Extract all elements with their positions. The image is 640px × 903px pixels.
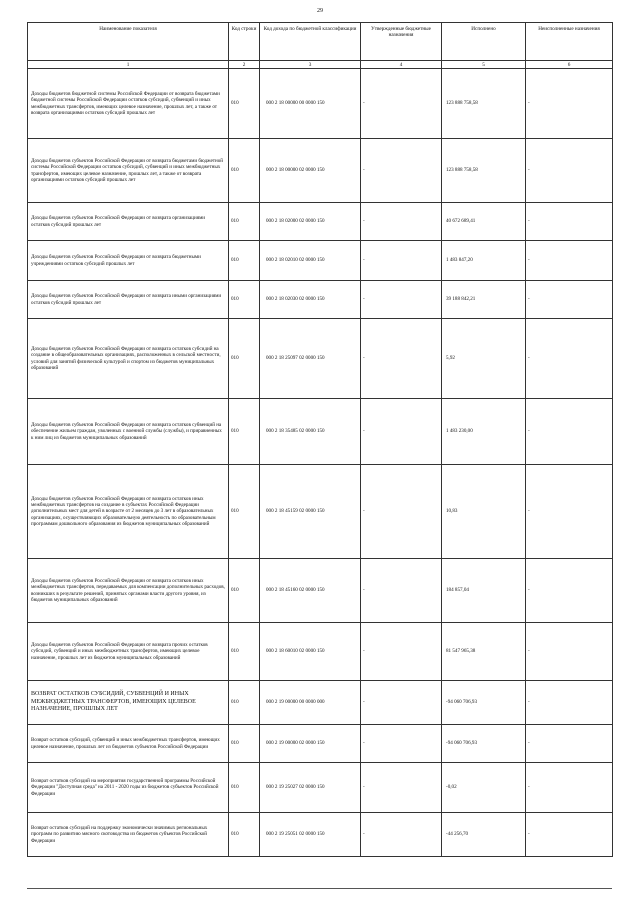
executed-cell: 123 888 758,58 bbox=[442, 69, 526, 139]
table-row bbox=[28, 763, 613, 813]
approved-cell: - bbox=[361, 241, 442, 281]
revenue-code-cell: 000 2 18 02000 02 0000 150 bbox=[260, 203, 361, 241]
line-code-cell: 010 bbox=[229, 465, 260, 559]
indicator-name-cell: Доходы бюджетов субъектов Российской Федерации от возврата прочих остатков субсидий, субвенций и иных межбюджетных трансфертов, имеющих целевое назначение, прошлых лет из бюджетов муниципальных образований bbox=[28, 623, 229, 681]
revenue-code-cell: 000 2 18 02010 02 0000 150 bbox=[260, 241, 361, 281]
line-code-cell: 010 bbox=[229, 139, 260, 203]
table-row bbox=[28, 559, 613, 623]
column-number: 1 bbox=[28, 61, 229, 69]
approved-cell: - bbox=[361, 465, 442, 559]
unexecuted-cell: - bbox=[526, 241, 613, 281]
indicator-name-cell: ВОЗВРАТ ОСТАТКОВ СУБСИДИЙ, СУБВЕНЦИЙ И ИНЫХ МЕЖБЮДЖЕТНЫХ ТРАНСФЕРТОВ, ИМЕЮЩИХ ЦЕЛЕВОЕ НАЗНАЧЕНИЕ, ПРОШЛЫХ ЛЕТ bbox=[28, 681, 229, 725]
approved-cell: - bbox=[361, 203, 442, 241]
approved-cell: - bbox=[361, 559, 442, 623]
line-code-cell: 010 bbox=[229, 763, 260, 813]
table-row bbox=[28, 203, 613, 241]
approved-cell: - bbox=[361, 813, 442, 857]
line-code-cell: 010 bbox=[229, 813, 260, 857]
indicator-name-cell: Доходы бюджетов субъектов Российской Федерации от возврата бюджетами бюджетной системы Российской Федерации остатков субсидий, субвенций и иных межбюджетных трансфертов, имеющих целевое назначение, прошлых лет, а также от возврата организациями остатков субсидий прошлых лет bbox=[28, 139, 229, 203]
column-number: 3 bbox=[260, 61, 361, 69]
header-revenue-code: Код дохода по бюджетной классификации bbox=[260, 23, 361, 61]
line-code-cell: 010 bbox=[229, 725, 260, 763]
indicator-name-cell: Возврат остатков субсидий, субвенций и иных межбюджетных трансфертов, имеющих целевое назначение, прошлых лет из бюджетов субъектов Российской Федерации bbox=[28, 725, 229, 763]
executed-cell: -94 060 706,93 bbox=[442, 681, 526, 725]
executed-cell: 39 188 842,21 bbox=[442, 281, 526, 319]
table-row bbox=[28, 399, 613, 465]
indicator-name-cell: Возврат остатков субсидий на мероприятия государственной программы Российской Федерации "Доступная среда" на 2011 - 2020 годы из бюджетов субъектов Российской Федерации bbox=[28, 763, 229, 813]
table-row bbox=[28, 69, 613, 139]
unexecuted-cell: - bbox=[526, 681, 613, 725]
revenue-code-cell: 000 2 19 25051 02 0000 150 bbox=[260, 813, 361, 857]
table-row bbox=[28, 319, 613, 399]
header-unexecuted: Неисполненные назначения bbox=[526, 23, 613, 61]
executed-cell: -0,02 bbox=[442, 763, 526, 813]
indicator-name-cell: Доходы бюджетов бюджетной системы Российской Федерации от возврата бюджетами бюджетной системы Российской Федерации остатков субсидий, субвенций и иных межбюджетных трансфертов, имеющих целевое назначение, прошлых лет, а также от возврата организациями остатков субсидий прошлых лет bbox=[28, 69, 229, 139]
revenue-code-cell: 000 2 19 25027 02 0000 150 bbox=[260, 763, 361, 813]
unexecuted-cell: - bbox=[526, 203, 613, 241]
executed-cell: 123 888 758,58 bbox=[442, 139, 526, 203]
revenue-code-cell: 000 2 18 60010 02 0000 150 bbox=[260, 623, 361, 681]
unexecuted-cell: - bbox=[526, 763, 613, 813]
table-row bbox=[28, 465, 613, 559]
table-row bbox=[28, 241, 613, 281]
line-code-cell: 010 bbox=[229, 681, 260, 725]
page-bottom-rule bbox=[27, 888, 612, 889]
revenue-code-cell: 000 2 18 45159 02 0000 150 bbox=[260, 465, 361, 559]
approved-cell: - bbox=[361, 681, 442, 725]
indicator-name-cell: Доходы бюджетов субъектов Российской Федерации от возврата бюджетными учреждениями остатков субсидий прошлых лет bbox=[28, 241, 229, 281]
header-indicator-name: Наименование показателя bbox=[28, 23, 229, 61]
header-executed: Исполнено bbox=[442, 23, 526, 61]
unexecuted-cell: - bbox=[526, 623, 613, 681]
executed-cell: 81 547 965,38 bbox=[442, 623, 526, 681]
indicator-name-cell: Доходы бюджетов субъектов Российской Федерации от возврата иными организациями остатков субсидий прошлых лет bbox=[28, 281, 229, 319]
table-row bbox=[28, 281, 613, 319]
executed-cell: 1 483 847,20 bbox=[442, 241, 526, 281]
line-code-cell: 010 bbox=[229, 281, 260, 319]
unexecuted-cell: - bbox=[526, 69, 613, 139]
page-number: 29 bbox=[317, 8, 323, 14]
indicator-name-cell: Доходы бюджетов субъектов Российской Федерации от возврата остатков иных межбюджетных трансфертов, передаваемых для компенсации дополнительных расходов, возникших в результате решений, принятых органами власти другого уровня, из бюджетов муниципальных образований bbox=[28, 559, 229, 623]
table-row bbox=[28, 725, 613, 763]
executed-cell: -94 060 706,93 bbox=[442, 725, 526, 763]
header-line-code: Код строки bbox=[229, 23, 260, 61]
revenue-code-cell: 000 2 19 00000 00 0000 000 bbox=[260, 681, 361, 725]
table-row bbox=[28, 681, 613, 725]
unexecuted-cell: - bbox=[526, 725, 613, 763]
revenue-code-cell: 000 2 18 02030 02 0000 150 bbox=[260, 281, 361, 319]
table-row bbox=[28, 623, 613, 681]
line-code-cell: 010 bbox=[229, 203, 260, 241]
unexecuted-cell: - bbox=[526, 813, 613, 857]
line-code-cell: 010 bbox=[229, 241, 260, 281]
indicator-name-cell: Доходы бюджетов субъектов Российской Федерации от возврата остатков субвенций на обеспечение жильем граждан, уволенных с военной службы (службы), и приравненных к ним лиц из бюджетов муниципальных образований bbox=[28, 399, 229, 465]
line-code-cell: 010 bbox=[229, 559, 260, 623]
unexecuted-cell: - bbox=[526, 559, 613, 623]
indicator-name-cell: Возврат остатков субсидий на поддержку экономически значимых региональных программ по развитию мясного скотоводства из бюджетов субъектов Российской Федерации bbox=[28, 813, 229, 857]
approved-cell: - bbox=[361, 399, 442, 465]
revenue-code-cell: 000 2 18 00000 02 0000 150 bbox=[260, 139, 361, 203]
line-code-cell: 010 bbox=[229, 319, 260, 399]
approved-cell: - bbox=[361, 623, 442, 681]
line-code-cell: 010 bbox=[229, 69, 260, 139]
approved-cell: - bbox=[361, 725, 442, 763]
revenue-code-cell: 000 2 18 35485 02 0000 150 bbox=[260, 399, 361, 465]
column-numbers-row bbox=[28, 61, 613, 69]
executed-cell: 5,92 bbox=[442, 319, 526, 399]
column-number: 5 bbox=[442, 61, 526, 69]
column-number: 2 bbox=[229, 61, 260, 69]
executed-cell: -44 256,70 bbox=[442, 813, 526, 857]
indicator-name-cell: Доходы бюджетов субъектов Российской Федерации от возврата остатков субсидий на создание в общеобразовательных организациях, расположенных в сельской местности, условий для занятий физической культурой и спортом из бюджетов муниципальных образований bbox=[28, 319, 229, 399]
approved-cell: - bbox=[361, 281, 442, 319]
column-number: 6 bbox=[526, 61, 613, 69]
indicator-name-cell: Доходы бюджетов субъектов Российской Федерации от возврата остатков иных межбюджетных трансфертов на создание в субъектах Российской Федерации дополнительных мест для детей в возрасте от 2 месяцев до 3 лет в образовательных организациях, осуществляющих образовательную деятельность по образовательным программам дошкольного образования из бюджетов муниципальных образований bbox=[28, 465, 229, 559]
approved-cell: - bbox=[361, 69, 442, 139]
revenue-code-cell: 000 2 18 45160 02 0000 150 bbox=[260, 559, 361, 623]
revenue-code-cell: 000 2 19 00000 02 0000 150 bbox=[260, 725, 361, 763]
approved-cell: - bbox=[361, 763, 442, 813]
column-number: 4 bbox=[361, 61, 442, 69]
revenue-code-cell: 000 2 18 25097 02 0000 150 bbox=[260, 319, 361, 399]
line-code-cell: 010 bbox=[229, 623, 260, 681]
executed-cell: 184 857,04 bbox=[442, 559, 526, 623]
executed-cell: 40 672 689,41 bbox=[442, 203, 526, 241]
unexecuted-cell: - bbox=[526, 465, 613, 559]
approved-cell: - bbox=[361, 139, 442, 203]
header-approved: Утвержденные бюджетные назначения bbox=[361, 23, 442, 61]
table-row bbox=[28, 813, 613, 857]
unexecuted-cell: - bbox=[526, 139, 613, 203]
revenue-code-cell: 000 2 18 00000 00 0000 150 bbox=[260, 69, 361, 139]
executed-cell: 1 483 230,00 bbox=[442, 399, 526, 465]
unexecuted-cell: - bbox=[526, 281, 613, 319]
unexecuted-cell: - bbox=[526, 399, 613, 465]
table-header-row bbox=[28, 23, 613, 61]
table-row bbox=[28, 139, 613, 203]
unexecuted-cell: - bbox=[526, 319, 613, 399]
indicator-name-cell: Доходы бюджетов субъектов Российской Федерации от возврата организациями остатков субсидий прошлых лет bbox=[28, 203, 229, 241]
approved-cell: - bbox=[361, 319, 442, 399]
line-code-cell: 010 bbox=[229, 399, 260, 465]
executed-cell: 10,83 bbox=[442, 465, 526, 559]
budget-revenue-table bbox=[27, 22, 613, 857]
